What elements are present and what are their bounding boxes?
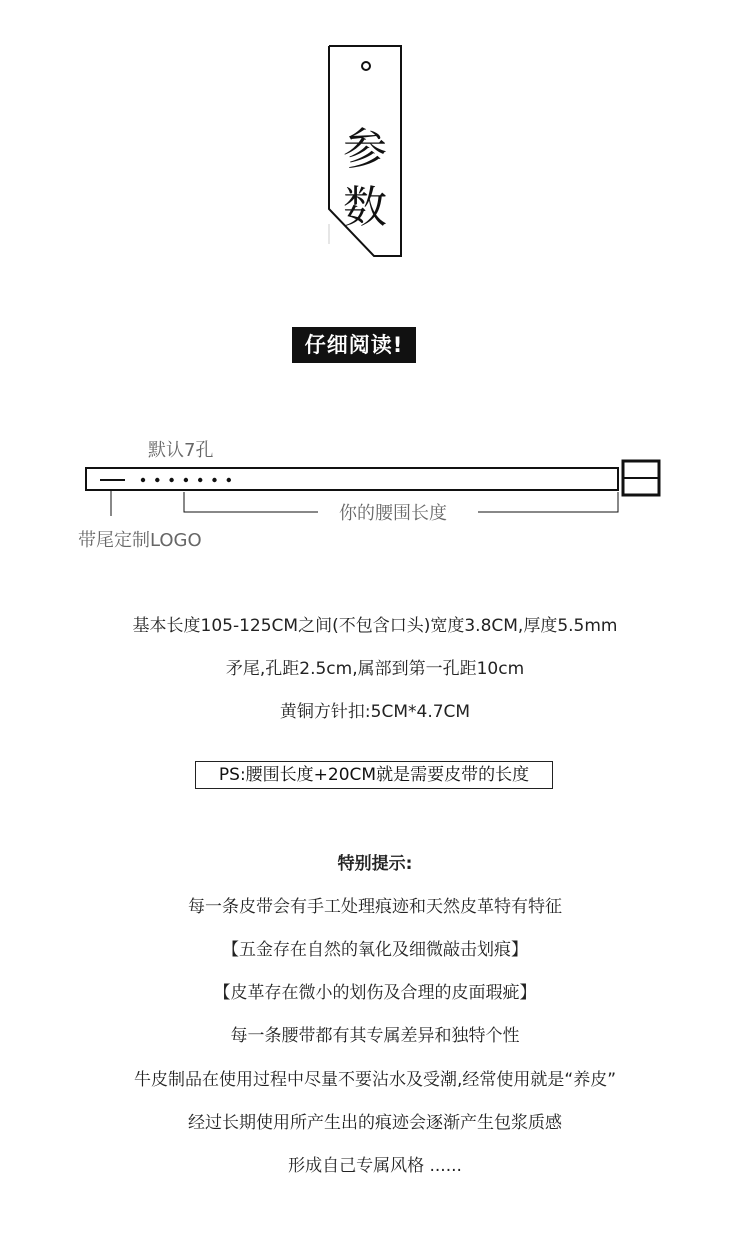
belt-hole [227, 478, 231, 482]
spec-tail-holes: 矛尾,孔距2.5cm,属部到第一孔距10cm [225, 659, 525, 679]
belt-diagram [0, 0, 750, 560]
note-line: 【皮革存在微小的划伤及合理的皮面瑕疵】 [213, 983, 537, 1003]
default-holes-label: 默认7孔 [148, 440, 214, 461]
note-line: 每一条皮带会有手工处理痕迹和天然皮革特有特征 [188, 897, 562, 917]
read-carefully-banner: 仔细阅读! [292, 327, 416, 363]
tag-char-1: 参 [343, 124, 387, 175]
note-line: 每一条腰带都有其专属差异和独特个性 [230, 1026, 520, 1046]
note-line: 牛皮制品在使用过程中尽量不要沾水及受潮,经常使用就是“养皮” [133, 1070, 617, 1090]
spec-buckle: 黄铜方针扣:5CM*4.7CM [279, 702, 471, 722]
note-line: 形成自己专属风格 ...... [288, 1156, 462, 1176]
belt-hole [212, 478, 216, 482]
belt-hole [198, 478, 202, 482]
tag-char-2: 数 [343, 182, 387, 233]
waist-bracket-right [478, 492, 618, 512]
spec-length-width: 基本长度105-125CM之间(不包含口头)宽度3.8CM,厚度5.5mm [132, 616, 618, 636]
belt-hole [141, 478, 145, 482]
ps-note-box: PS:腰围长度+20CM就是需要皮带的长度 [195, 761, 553, 789]
note-line: 经过长期使用所产生出的痕迹会逐渐产生包浆质感 [188, 1113, 562, 1133]
waist-length-label: 你的腰围长度 [318, 499, 468, 525]
belt-holes [141, 478, 231, 482]
waist-bracket-left [184, 492, 318, 512]
belt-hole [184, 478, 188, 482]
belt-hole [155, 478, 159, 482]
tail-logo-label: 带尾定制LOGO [78, 530, 202, 551]
belt-strap [86, 468, 618, 490]
note-line: 【五金存在自然的氧化及细微敲击划痕】 [222, 940, 528, 960]
special-notes-title: 特别提示: [337, 854, 413, 874]
belt-hole [169, 478, 173, 482]
